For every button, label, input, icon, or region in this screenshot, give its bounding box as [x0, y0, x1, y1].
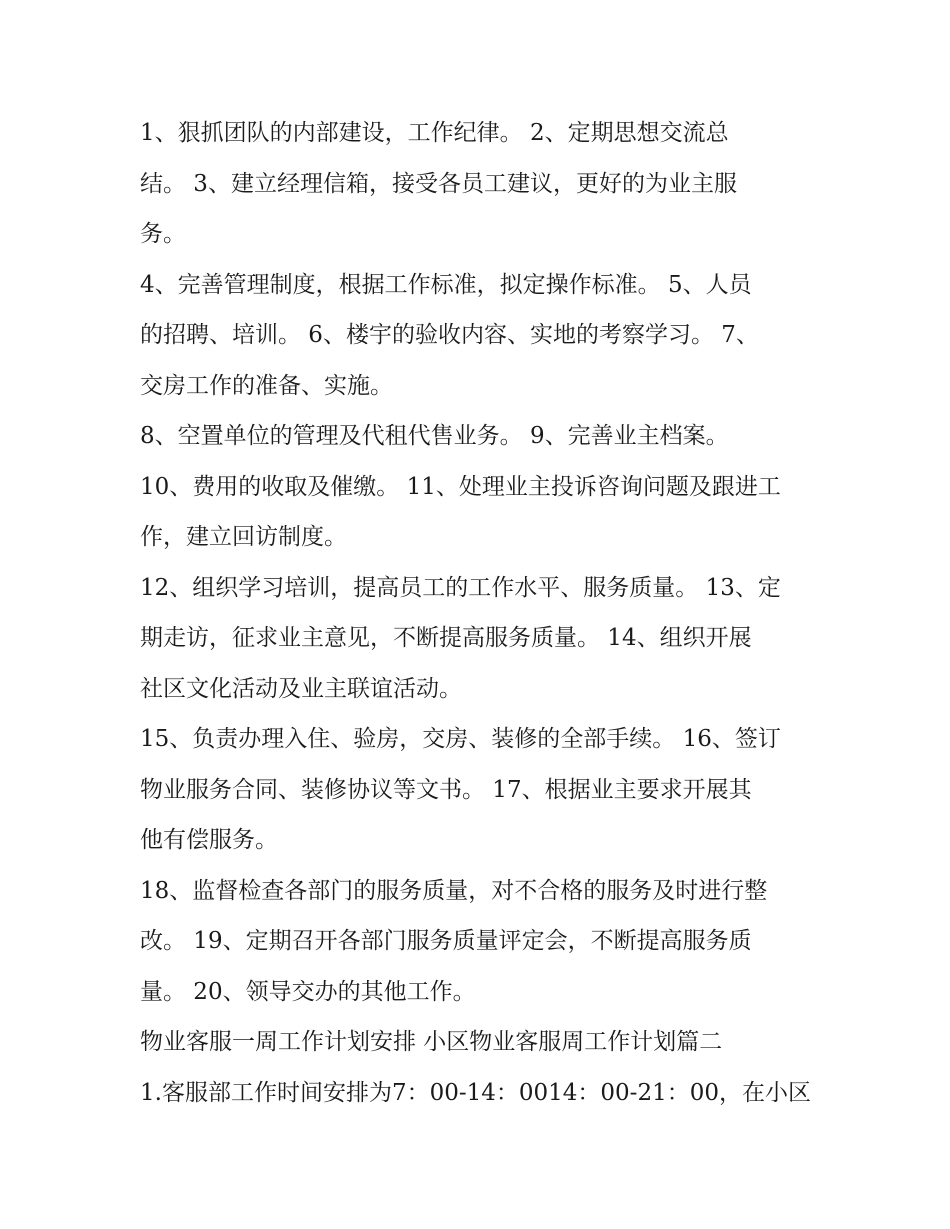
text-line-2: 结。 3、建立经理信箱，接受各员工建议，更好的为业主服	[140, 170, 737, 197]
text-line-18: 量。 20、领导交办的其他工作。	[140, 978, 476, 1005]
text-line-20: 1.客服部工作时间安排为7：00-14：0014：00-21：00，在小区	[140, 1079, 811, 1106]
text-line-10: 12、组织学习培训，提高员工的工作水平、服务质量。 13、定	[140, 574, 781, 601]
document-body	[140, 108, 815, 1118]
text-line-9: 作，建立回访制度。	[140, 524, 347, 550]
text-line-11: 期走访，征求业主意见，不断提高服务质量。 14、组织开展	[140, 625, 752, 651]
text-line-15: 他有偿服务。	[140, 827, 278, 853]
text-line-16: 18、监督检查各部门的服务质量，对不合格的服务及时进行整	[140, 877, 768, 904]
text-line-1: 1、狠抓团队的内部建设，工作纪律。 2、定期思想交流总	[140, 120, 729, 146]
text-line-5: 的招聘、培训。 6、楼宇的验收内容、实地的考察学习。 7、	[140, 322, 759, 348]
text-line-4: 4、完善管理制度，根据工作标准，拟定操作标准。 5、人员	[140, 271, 752, 298]
text-line-7: 8、空置单位的管理及代租代售业务。 9、完善业主档案。	[140, 423, 729, 449]
text-line-19: 物业客服一周工作计划安排 小区物业客服周工作计划篇二	[140, 1029, 723, 1055]
text-line-17: 改。 19、定期召开各部门服务质量评定会，不断提高服务质	[140, 928, 752, 954]
text-line-12: 社区文化活动及业主联谊活动。	[140, 675, 462, 702]
text-line-3: 务。	[140, 221, 186, 247]
text-line-14: 物业服务合同、装修协议等文书。 17、根据业主要求开展其	[140, 776, 752, 803]
text-line-13: 15、负责办理入住、验房，交房、装修的全部手续。 16、签订	[140, 726, 781, 752]
text-line-8: 10、费用的收取及催缴。 11、处理业主投诉咨询问题及跟进工	[140, 473, 781, 500]
text-line-6: 交房工作的准备、实施。	[140, 372, 393, 399]
